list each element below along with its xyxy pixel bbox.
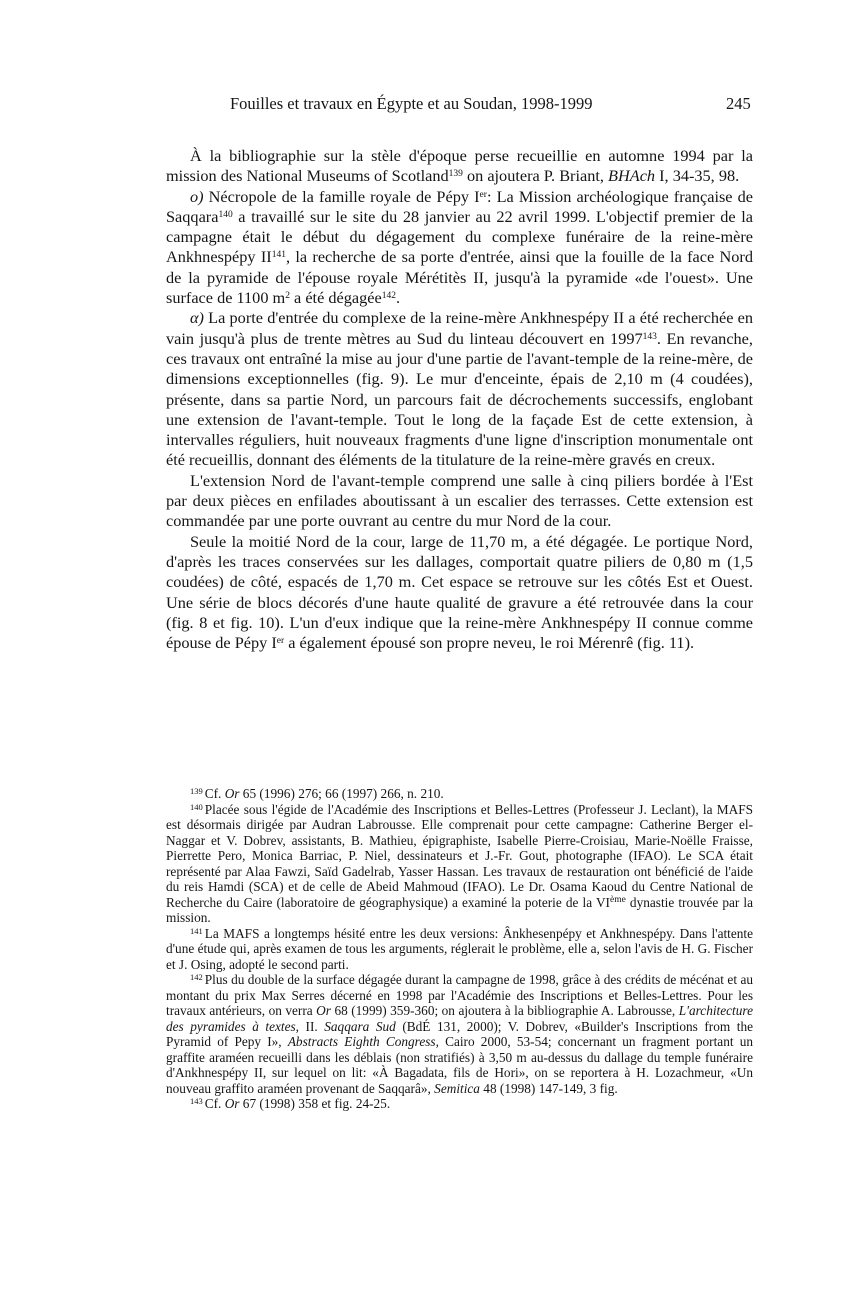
book-title: Saqqara Sud <box>324 1018 396 1034</box>
journal-title: Or <box>316 1003 331 1018</box>
footnote-ref: 143 <box>642 331 657 342</box>
text-span: dynastie trouvée par la mission. <box>166 894 753 925</box>
text-span: 67 (1998) 358 et fig. 24-25. <box>239 1096 391 1111</box>
footnotes <box>166 786 753 1112</box>
superscript: 2 <box>285 291 290 302</box>
paragraph-entrance <box>166 308 753 470</box>
text-span: a également épousé son propre neveu, le roi Mérenrê (fig. 11). <box>284 633 695 653</box>
text-span: La porte d'entrée du complexe de la reine-mère Ankhnespépy II a été recherchée en vain jusqu'à plus de trente mètres au Sud du linteau découvert en 1997 <box>166 308 753 348</box>
running-title: Fouilles et travaux en Égypte et au Soudan, 1998-1999 <box>230 94 593 113</box>
text-span: . En revanche, ces travaux ont entraîné la mise au jour d'une partie de l'avant-temple de la reine-mère, de dimensions exceptionnelles (fig. 9). Le mur d'enceinte, épais de 2,10 m (4 coudées), présente, dans sa partie Nord, un parcours fait de décrochements successifs, englobant une extension de l'avant-temple. Tout le long de la façade Est de cette extension, à intervalles réguliers, huit nouveaux fragments d'une ligne d'inscription monumentale ont été recueillis, donnant des éléments de la titulature de la reine-mère gravés en creux. <box>166 328 753 470</box>
text-span: 68 (1999) 359-360; on ajoutera à la bibliographie A. Labrousse, <box>330 1003 679 1018</box>
superscript: er <box>479 189 487 200</box>
text-span: Placée sous l'égide de l'Académie des Inscriptions et Belles-Lettres (Professeur J. Leclant), la MAFS est désormais dirigée par Audran Labrousse. Elle comprenait pour cette campagne: Catherine Berger el-Naggar et V. Dobrev, assistants, B. Mathieu, épigraphiste, Isabelle Pierre-Croisiau, Marie-Noëlle Fraisse, Pierrette Pero, Monica Barriac, P. Niel, dessinateurs et J.-Fr. Gout, photographe (IFAO). Le SCA était représenté par Alaa Fawzi, Saïd Gadelrab, Yasser Hassan. Les travaux de restauration ont bénéficié de l'aide du reis Hamdi (SCA) et de celle de Abeid Mahmoud (IFAO). Le Dr. Osama Kaoud du Centre National de Recherche du Caire (laboratoire de géographysique) a examiné la poterie de la VI <box>166 801 753 910</box>
footnote-number: 140 <box>190 801 203 812</box>
section-label: o) <box>190 186 204 206</box>
text-span: on ajoutera P. Briant, <box>462 166 609 186</box>
text-span: (BdÉ 131, 2000); V. Dobrev, «Builder's Inscriptions from the Pyramid of Pepy I», <box>166 1018 754 1049</box>
text-span: 48 (1998) 147-149, 3 fig. <box>479 1080 618 1096</box>
text-span: I, 34-35, 98. <box>655 166 740 186</box>
superscript: er <box>276 636 285 647</box>
text-span: , II. <box>295 1018 325 1034</box>
footnote-142 <box>166 972 753 1096</box>
journal-title: Semitica <box>434 1080 480 1096</box>
text-span: Plus du double de la surface dégagée durant la campagne de 1998, grâce à des crédits de mécénat et au montant du prix Max Serres décerné en 1998 par l'Académie des Inscriptions et Belles-Lettres. Pour les travaux antérieurs, on verra <box>166 972 753 1018</box>
footnote-ref: 142 <box>381 291 396 302</box>
footnote-number: 139 <box>190 786 203 796</box>
book-title: L'architecture des pyramides à textes <box>166 1003 753 1034</box>
footnote-number: 142 <box>190 972 203 982</box>
page-number: 245 <box>726 94 751 113</box>
text-span: La MAFS a longtemps hésité entre les deux versions: Ânkhesenpépy et Ankhnespépy. Dans l'attente d'une étude qui, après examen de tous les arguments, réglerait le problème, elle a, selon l'avis de H. G. Fischer et J. Osing, adopté le second parti. <box>166 925 753 972</box>
text-span: Cf. <box>204 1096 225 1111</box>
footnote-number: 141 <box>190 925 203 936</box>
book-title: Abstracts Eighth Congress <box>287 1034 436 1049</box>
text-span: Seule la moitié Nord de la cour, large de 11,70 m, a été dégagée. Le portique Nord, d'après les traces conservées sur les dallages, comportait quatre piliers de 0,80 m (1,5 coudées) de côté, espacés de 1,70 m. Cet espace se retrouve sur les côtés Est et Ouest. Une série de blocs décorés d'une haute qualité de gravure a été retrouvée dans la cour (fig. 8 et fig. 10). L'un d'eux indique que la reine-mère Ankhnespépy II connue comme épouse de Pépy I <box>166 531 753 653</box>
footnote-ref: 139 <box>448 169 463 180</box>
text-span: Cf. <box>204 786 225 801</box>
text-span: . <box>395 288 401 308</box>
journal-title: Or <box>224 1096 240 1111</box>
paragraph-court <box>166 532 753 654</box>
paragraph-necropolis <box>166 187 753 309</box>
footnote-ref: 140 <box>218 209 233 220</box>
text-span: À la bibliographie sur la stèle d'époque perse recueillie en automne 1994 par la mission des National Museums of Scotland <box>166 146 753 186</box>
text-span: Nécropole de la famille royale de Pépy I <box>203 186 480 206</box>
footnote-number: 143 <box>190 1096 203 1106</box>
paragraph-stele <box>166 146 753 187</box>
section-label: α) <box>190 308 204 328</box>
journal-title: BHAch <box>608 166 656 186</box>
footnote-141 <box>166 926 753 973</box>
main-text <box>166 146 753 653</box>
text-span: , la recherche de sa porte d'entrée, ainsi que la fouille de la face Nord de la pyramide de l'épouse royale Mérétitès II, jusqu'à la pyramide «de l'ouest». Une surface de 1100 m <box>166 247 753 308</box>
footnote-143 <box>166 1096 753 1112</box>
footnote-139 <box>166 786 753 802</box>
footnote-140 <box>166 802 753 926</box>
text-span: 65 (1996) 276; 66 (1997) 266, n. 210. <box>239 786 444 801</box>
text-span: , Cairo 2000, 53-54; concernant un fragment portant un graffite araméen recueilli dans les déblais (non stratifiés) à 3,50 m au-dessus du dallage du temple funéraire d'Ankhnespépy II, sur lequel on lit: «À Bagadata, fils de Hori», on se reportera à H. Lozachmeur, «Un nouveau graffito araméen provenant de Saqqarâ», <box>166 1034 754 1096</box>
superscript: ème <box>610 894 626 905</box>
text-span: a travaillé sur le site du 28 janvier au 22 avril 1999. L'objectif premier de la campagne était le début du dégagement du complexe funéraire de la reine-mère Ankhnespépy II <box>166 206 753 267</box>
footnote-ref: 141 <box>271 250 286 261</box>
paragraph-extension: L'extension Nord de l'avant-temple comprend une salle à cinq piliers bordée à l'Est par deux pièces en enfilades aboutissant à un escalier des terrasses. Cette extension est commandée par une porte ouvrant au centre du mur Nord de la cour. <box>166 470 753 531</box>
text-span: : La Mission archéologique française de Saqqara <box>166 186 754 226</box>
journal-title: Or <box>224 786 240 801</box>
text-span: a été dégagée <box>289 288 382 308</box>
page-header <box>0 94 868 118</box>
